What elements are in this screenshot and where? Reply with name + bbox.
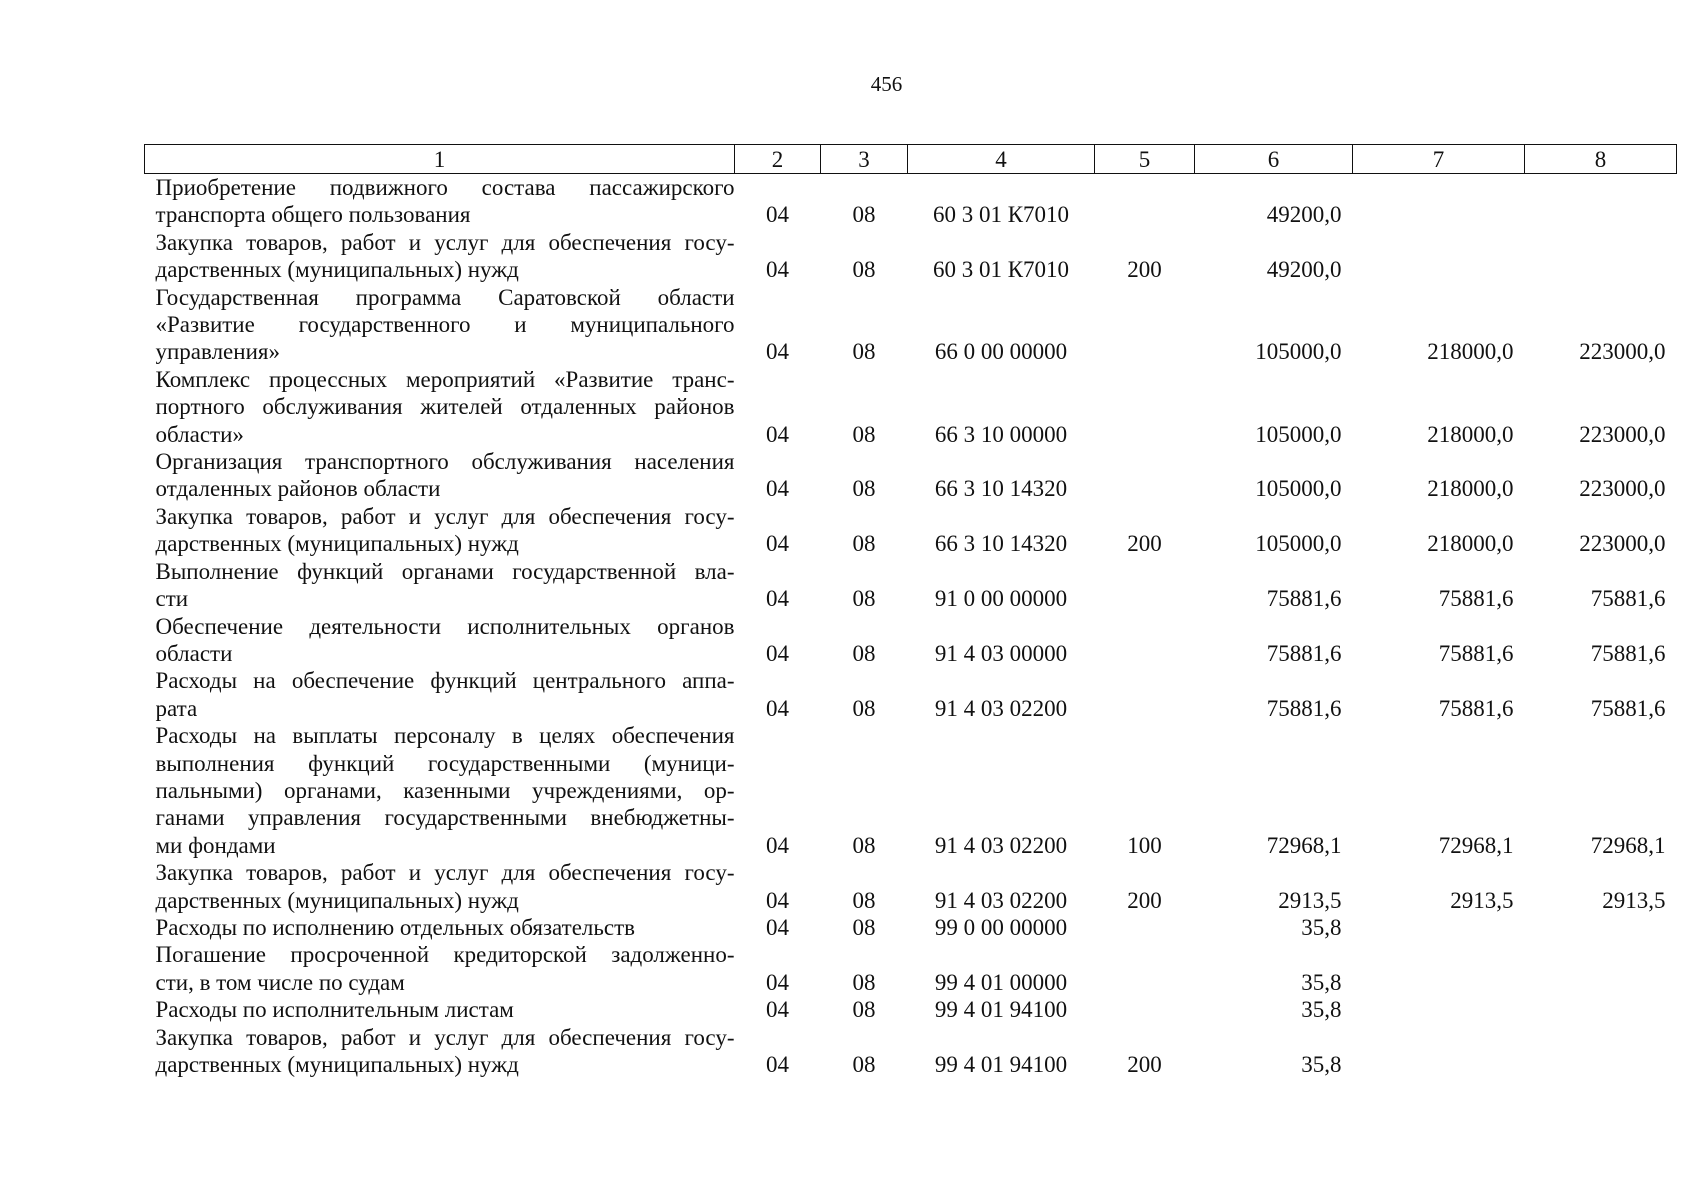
subsection-cell: 08	[852, 476, 876, 502]
expense-type-cell: 200	[1127, 887, 1162, 913]
row-name-cell	[145, 859, 735, 914]
amount-cell-7	[1353, 941, 1525, 996]
section-cell: 04	[766, 1052, 789, 1077]
row-name-line: транспорта общего пользования	[155, 202, 471, 228]
amount-cell-8: 75881,6	[1590, 586, 1666, 612]
amount-cell-7	[1353, 1024, 1525, 1079]
table-row	[145, 448, 1677, 503]
row-name-line: Расходы на выплаты персоналу в целях обеспечения	[155, 723, 735, 749]
section-cell: 04	[766, 202, 789, 228]
row-name-cell	[145, 366, 735, 448]
row-name-cell	[145, 229, 735, 284]
subsection-cell: 08	[852, 339, 876, 365]
section-cell: 04	[766, 887, 789, 913]
amount-cell-7: 75881,6	[1438, 586, 1514, 612]
amount-cell-7: 72968,1	[1438, 832, 1514, 858]
subsection-cell: 08	[852, 887, 876, 913]
row-name-line: пальными) органами, казенными учреждениями, ор-	[155, 777, 735, 803]
expense-type-cell	[1095, 941, 1195, 996]
row-name-line: дарственных (муниципальных) нужд	[155, 887, 519, 913]
subsection-cell: 08	[852, 695, 876, 721]
amount-cell-6: 75881,6	[1266, 640, 1342, 666]
section-cell: 04	[766, 695, 789, 721]
row-name-line: Расходы по исполнению отдельных обязательств	[155, 914, 635, 940]
target-article-cell: 99 4 01 00000	[934, 969, 1068, 995]
target-article-cell: 99 4 01 94100	[934, 997, 1068, 1023]
amount-cell-8: 223000,0	[1579, 421, 1666, 447]
expense-type-cell: 200	[1127, 531, 1162, 557]
row-name-line: Закупка товаров, работ и услуг для обеспечения госу-	[155, 503, 735, 529]
expense-type-cell	[1095, 613, 1195, 668]
row-name-cell	[145, 558, 735, 613]
header-cell: 2	[735, 145, 821, 174]
table-row	[145, 503, 1677, 558]
row-name-line: Обеспечение деятельности исполнительных органов	[155, 613, 735, 639]
row-name-cell	[145, 284, 735, 366]
amount-cell-7: 218000,0	[1427, 421, 1514, 447]
header-cell: 6	[1195, 145, 1353, 174]
page-number: 456	[870, 72, 903, 96]
table-row	[145, 1024, 1677, 1079]
table-row	[145, 229, 1677, 284]
amount-cell-7: 2913,5	[1450, 887, 1514, 913]
target-article-cell: 99 4 01 94100	[934, 1052, 1068, 1077]
section-cell: 04	[766, 531, 789, 557]
section-cell: 04	[766, 339, 789, 365]
amount-cell-8: 223000,0	[1579, 476, 1666, 502]
target-article-cell: 91 0 00 00000	[934, 586, 1068, 612]
amount-cell-6: 35,8	[1301, 969, 1342, 995]
target-article-cell: 99 0 00 00000	[934, 914, 1068, 940]
amount-cell-6: 105000,0	[1255, 339, 1342, 365]
row-name-line: Расходы на обеспечение функций центрального аппа-	[155, 668, 735, 694]
subsection-cell: 08	[852, 421, 876, 447]
row-name-line: рата	[155, 695, 198, 721]
row-name-cell	[145, 667, 735, 722]
target-article-cell: 60 3 01 К7010	[932, 257, 1070, 283]
section-cell: 04	[766, 586, 789, 612]
amount-cell-7: 218000,0	[1427, 476, 1514, 502]
subsection-cell: 08	[852, 832, 876, 858]
amount-cell-6: 35,8	[1301, 1052, 1342, 1077]
section-cell: 04	[766, 914, 789, 940]
row-name-line: ми фондами	[155, 832, 276, 858]
amount-cell-6: 35,8	[1301, 914, 1342, 940]
row-name-line: «Развитие государственного и муниципального	[155, 312, 735, 338]
header-cell: 5	[1095, 145, 1195, 174]
amount-cell-7: 218000,0	[1427, 339, 1514, 365]
subsection-cell: 08	[852, 914, 876, 940]
amount-cell-7	[1353, 996, 1525, 1023]
row-name-line: портного обслуживания жителей отдаленных районов	[155, 394, 735, 420]
section-cell: 04	[766, 997, 789, 1023]
section-cell: 04	[766, 969, 789, 995]
expense-type-cell: 100	[1127, 832, 1162, 858]
header-cell: 3	[821, 145, 908, 174]
subsection-cell: 08	[852, 640, 876, 666]
row-name-line: Комплекс процессных мероприятий «Развитие транс-	[155, 366, 735, 392]
row-name-cell	[145, 722, 735, 859]
row-name-line: Организация транспортного обслуживания населения	[155, 449, 735, 475]
table-body	[145, 174, 1677, 1079]
target-article-cell: 91 4 03 00000	[934, 640, 1068, 666]
target-article-cell: 91 4 03 02200	[934, 695, 1068, 721]
row-name-line: Расходы по исполнительным листам	[155, 997, 514, 1023]
row-name-cell	[145, 448, 735, 503]
header-cell: 4	[908, 145, 1095, 174]
amount-cell-6: 105000,0	[1255, 421, 1342, 447]
subsection-cell: 08	[852, 257, 876, 283]
row-name-line: управления»	[155, 339, 280, 365]
table-row	[145, 859, 1677, 914]
target-article-cell: 60 3 01 К7010	[932, 202, 1070, 228]
table-header	[145, 145, 1677, 174]
row-name-line: Закупка товаров, работ и услуг для обеспечения госу-	[155, 1024, 735, 1050]
table-row	[145, 996, 1677, 1023]
amount-cell-8: 75881,6	[1590, 695, 1666, 721]
amount-cell-6: 49200,0	[1266, 257, 1342, 283]
subsection-cell: 08	[852, 1052, 876, 1077]
row-name-line: Погашение просроченной кредиторской задолженно-	[155, 942, 735, 968]
table-row	[145, 174, 1677, 229]
expense-type-cell	[1095, 558, 1195, 613]
row-name-line: Приобретение подвижного состава пассажирского	[155, 175, 735, 200]
row-name-line: области	[155, 640, 233, 666]
row-name-line: ганами управления государственными внебюджетны-	[155, 805, 735, 831]
amount-cell-7	[1353, 914, 1525, 941]
subsection-cell: 08	[852, 586, 876, 612]
section-cell: 04	[766, 476, 789, 502]
row-name-cell	[145, 914, 735, 941]
amount-cell-6: 2913,5	[1278, 887, 1342, 913]
subsection-cell: 08	[852, 997, 876, 1023]
row-name-line: сти	[155, 586, 189, 612]
expense-type-cell	[1095, 448, 1195, 503]
expense-type-cell	[1095, 914, 1195, 941]
amount-cell-6: 72968,1	[1266, 832, 1342, 858]
table-row	[145, 722, 1677, 859]
target-article-cell: 91 4 03 02200	[934, 887, 1068, 913]
table-row	[145, 558, 1677, 613]
amount-cell-6: 75881,6	[1266, 695, 1342, 721]
row-name-cell	[145, 941, 735, 996]
amount-cell-7: 75881,6	[1438, 695, 1514, 721]
row-name-line: выполнения функций государственными (муници-	[155, 750, 735, 776]
expense-type-cell	[1095, 667, 1195, 722]
table-row	[145, 941, 1677, 996]
amount-cell-8: 223000,0	[1579, 339, 1666, 365]
section-cell: 04	[766, 832, 789, 858]
subsection-cell: 08	[852, 969, 876, 995]
amount-cell-8: 2913,5	[1602, 887, 1666, 913]
amount-cell-8	[1525, 914, 1677, 941]
row-name-line: дарственных (муниципальных) нужд	[155, 531, 519, 557]
table-row	[145, 284, 1677, 366]
target-article-cell: 66 3 10 00000	[934, 421, 1068, 447]
row-name-cell	[145, 503, 735, 558]
row-name-line: отдаленных районов области	[155, 476, 441, 502]
row-name-line: Государственная программа Саратовской области	[155, 284, 735, 310]
row-name-line: Закупка товаров, работ и услуг для обеспечения госу-	[155, 229, 735, 255]
row-name-line: области»	[155, 421, 244, 447]
amount-cell-8	[1525, 941, 1677, 996]
target-article-cell: 66 0 00 00000	[934, 339, 1068, 365]
amount-cell-7	[1353, 229, 1525, 284]
target-article-cell: 66 3 10 14320	[934, 476, 1068, 502]
amount-cell-8	[1525, 996, 1677, 1023]
expense-type-cell	[1095, 366, 1195, 448]
header-cell: 7	[1353, 145, 1525, 174]
amount-cell-8	[1525, 229, 1677, 284]
amount-cell-6: 75881,6	[1266, 586, 1342, 612]
amount-cell-8: 75881,6	[1590, 640, 1666, 666]
header-row	[145, 145, 1677, 174]
table-row	[145, 914, 1677, 941]
row-name-line: Закупка товаров, работ и услуг для обеспечения госу-	[155, 860, 735, 886]
expense-type-cell	[1095, 284, 1195, 366]
amount-cell-6: 105000,0	[1255, 531, 1342, 557]
amount-cell-6: 49200,0	[1266, 202, 1342, 228]
table-row	[145, 613, 1677, 668]
expense-type-cell: 200	[1127, 257, 1162, 283]
header-cell: 8	[1525, 145, 1677, 174]
amount-cell-8	[1525, 1024, 1677, 1079]
subsection-cell: 08	[852, 531, 876, 557]
row-name-cell	[145, 1024, 735, 1079]
expense-type-cell: 200	[1127, 1052, 1162, 1077]
amount-cell-8: 72968,1	[1590, 832, 1666, 858]
row-name-cell	[145, 613, 735, 668]
row-name-cell	[145, 174, 735, 229]
amount-cell-7: 75881,6	[1438, 640, 1514, 666]
section-cell: 04	[766, 421, 789, 447]
amount-cell-6: 35,8	[1301, 997, 1342, 1023]
expense-type-cell	[1095, 996, 1195, 1023]
expense-type-cell	[1095, 174, 1195, 229]
budget-table	[144, 144, 1677, 1078]
amount-cell-6: 105000,0	[1255, 476, 1342, 502]
table-row	[145, 366, 1677, 448]
subsection-cell: 08	[852, 202, 876, 228]
target-article-cell: 91 4 03 02200	[934, 832, 1068, 858]
row-name-line: дарственных (муниципальных) нужд	[155, 257, 519, 283]
section-cell: 04	[766, 640, 789, 666]
amount-cell-8	[1525, 174, 1677, 229]
amount-cell-8: 223000,0	[1579, 531, 1666, 557]
row-name-cell	[145, 996, 735, 1023]
section-cell: 04	[766, 257, 789, 283]
table-row	[145, 667, 1677, 722]
row-name-line: дарственных (муниципальных) нужд	[155, 1052, 519, 1077]
target-article-cell: 66 3 10 14320	[934, 531, 1068, 557]
row-name-line: Выполнение функций органами государственной вла-	[155, 558, 735, 584]
row-name-line: сти, в том числе по судам	[155, 969, 405, 995]
amount-cell-7: 218000,0	[1427, 531, 1514, 557]
amount-cell-7	[1353, 174, 1525, 229]
header-cell: 1	[145, 145, 735, 174]
